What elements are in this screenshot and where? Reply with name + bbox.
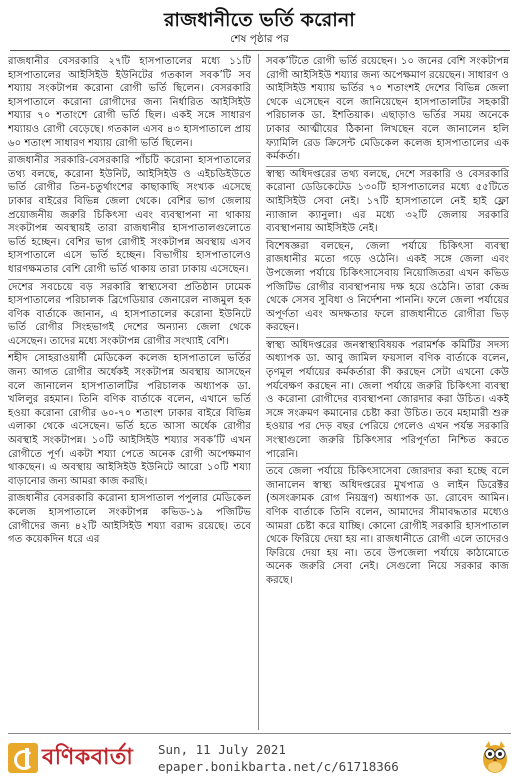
headline: রাজধানীতে ভর্তি করোনা	[163, 9, 355, 31]
continuation-note: শেষ পৃষ্ঠার পর	[230, 33, 289, 45]
paragraph: শহীদ সোহরাওয়ার্দী মেডিকেল কলেজ হাসপাতালে ভর্তির জন্য আগত রোগীর অর্ধেকই সংকটাপন্ন অবস্থায় আসছেন বলে জানালেন হাসপাতালটির পরিচালক অধ্যাপক ডা. খলিলুর রহমান। তিনি বণিক বার্তাকে বলেন, এখানে ভর্তি হওয়া করোনা রোগীর ৬০-৭০ শতাংশ ঢাকার বাইরে বিভিন্ন এলাকা থেকে এসেছেন। ভর্তি হতে আসা অর্ধেক রোগীর অবস্থাই সংকটাপন্ন। ১০টি আইসিইউ শয্যার সবক’টি এখন রোগীতে পূর্ণ। একটা শয্যা পেতে অনেক রোগী অপেক্ষমাণ থাকছেন। এ অবস্থায় আইসিইউ ইউনিটে আরো ১০টি শয্যা বাড়ানোর জন্য আমরা কাজ করছি।	[8, 351, 251, 491]
article-column-right	[266, 54, 509, 730]
top-divider	[10, 50, 510, 51]
paragraph: স্বাস্থ্য অধিদপ্তরের জনস্বাস্থ্যবিষয়ক পরামর্শক কমিটির সদস্য অধ্যাপক ডা. আবু জামিল ফয়সাল বণিক বার্তাকে বলেন, তৃণমূল পর্যায়ের কর্মকর্তারা কী করছেন সেটা এখনো কেউ পর্যবেক্ষণ করছেন না। জেলা পর্যায়ে জরুরি চিকিৎসা ব্যবস্থা ও করোনা রোগীদের ব্যবস্থাপনা জোরদার করা উচিত। একই সঙ্গে সংক্রমণ কমানোর চেষ্টা করা উচিত। তবে মহামারী শুরু হওয়ার পর দেড় বছর পেরিয়ে গেলেও এখন পর্যন্ত সরকারি সংস্থাগুলো জরুরি চিকিৎসার পরিপূর্ণতা নিশ্চিত করতে পারেনি।	[266, 338, 509, 464]
epaper-url[interactable]: epaper.bonikbarta.net/c/61718366	[158, 759, 399, 774]
paragraph: তবে জেলা পর্যায়ে চিকিৎসাসেবা জোরদার করা হচ্ছে বলে জানালেন স্বাস্থ্য অধিদপ্তরের মুখপাত্র ও লাইন ডিরেক্টর (অসংক্রামক রোগ নিয়ন্ত্রণ) অধ্যাপক ডা. রোবেদ আমিন। বণিক বার্তাকে তিনি বলেন, আমাদের সীমাবদ্ধতার মধ্যেও আমরা চেষ্টা করে যাচ্ছি। কোনো রোগীই সরকারি হাসপাতাল থেকে ফিরিয়ে দেয়া হয় না। রাজধানীতে রোগী এলে তাদেরও ফিরিয়ে দেয়া হয় না। তবে উপজেলা পর্যায়ে কাঠামোতে অনেক জরুরি সেবা নেই। সেগুলো নিয়ে সরকার কাজ করছে।	[266, 466, 509, 586]
footer	[0, 737, 519, 780]
logo-text: বণিকবার্তা	[42, 744, 134, 770]
edition-date: Sun, 11 July 2021	[158, 742, 286, 757]
paragraph: স্বাস্থ্য অধিদপ্তরের তথ্য বলছে, দেশে সরকারি ও বেসরকারি করোনা ডেডিকেটেড ১৩০টি হাসপাতালের মধ্যে ৫৫টিতে আইসিইউ সেবা নেই। ১৭টি হাসপাতালে নেই হাই ফ্লো ন্যাজাল ক্যানুলা। এর মধ্যে ৩২টি জেলায় সরকারি ব্যবস্থাপনায় আইসিইউ নেই।	[266, 167, 509, 239]
logo-mark-icon	[8, 743, 38, 773]
paragraph: রাজধানীর বেসরকারি ২৭টি হাসপাতালের মধ্যে ১১টি হাসপাতালের আইসিইউ ইউনিটের গতকাল সবক’টি সব শয্যায় সংকটাপন্ন করোনা রোগী ভর্তি ছিলেন। বেসরকারি হাসপাতালে করোনা রোগীদের জন্য নির্ধারিত আইসিইউ শয্যার ৭০ শতাংশে রোগী ভর্তি ছিল। একই সঙ্গে সাধারণ শয্যায়ও রোগী বেড়েছে। গতকাল এসব ৪৩ হাসপাতালে প্রায় ৬০ শতাংশ সাধারণ শয্যায় রোগী ভর্তি ছিলেন।	[8, 54, 251, 153]
paragraph: বিশেষজ্ঞরা বলছেন, জেলা পর্যায়ে চিকিৎসা ব্যবস্থা রাজধানীর মতো গড়ে ওঠেনি। একই সঙ্গে জেলা এবং উপজেলা পর্যায়ে চিকিৎসাসেবায় নিয়োজিতরা এখন কভিড পজিটিভ রোগীর ব্যবস্থাপনায় দক্ষ হয়ে ওঠেনি। তারা কেন্দ্র থেকে সেসব সুবিধা ও নির্দেশনা পাননি। ফলে জেলা পর্যায়ের অপূর্ণতা এবং অদক্ষতার ফলে রাজধানীতে রোগীরা ভিড় করছেন।	[266, 239, 509, 338]
paragraph: রাজধানীর বেসরকারি করোনা হাসপাতাল পপুলার মেডিকেল কলেজ হাসপাতালে সংকটাপন্ন কভিড-১৯ পজিটিভ রোগীদের জন্য ৪২টি আইসিইউ শয্যা বরাদ্দ রয়েছে। তবে গত কয়েকদিন ধরে এর	[8, 493, 251, 546]
paragraph: রাজধানীর সরকারি-বেসরকারি পাঁচটি করোনা হাসপাতালের তথ্য বলছে, করোনা ইউনিট, আইসিইউ ও এইচডিইউতে ভর্তি রোগীর তিন-চতুর্থাংশের কাছাকাছি সংখ্যক এসেছে ঢাকার বাইরের বিভিন্ন জেলা থেকে। বেশির ভাগ জেলায় প্রয়োজনীয় জরুরি চিকিৎসা এবং ব্যবস্থাপনা না থাকায় সংকটাপন্ন অবস্থায়ই তারা রাজধানীর হাসপাতালগুলোতে ভর্তি হচ্ছেন। বেশির ভাগ রোগীই সংকটাপন্ন অবস্থায় এসব হাসপাতালে এসে ভর্তি হচ্ছেন। বিভাগীয় হাসপাতালেও ধারণক্ষমতার বেশি রোগী ভর্তি থাকায় তারা ঢাকায় এসেছেন।	[8, 153, 251, 279]
column-divider	[258, 54, 259, 730]
paragraph: দেশের সবচেয়ে বড় সরকারি স্বাস্থ্যসেবা প্রতিষ্ঠান ঢামেক হাসপাতালের পরিচালক ব্রিগেডিয়ার জেনারেল নাজমুল হক বণিক বার্তাকে জানান, এ হাসপাতালের করোনা ইউনিটে ভর্তি রোগীর সিংহভাগই দেশের অন্যান্য জেলা থেকে এসেছেন। তাদের মধ্যে সংকটাপন্ন রোগীর সংখ্যাই বেশি।	[8, 280, 251, 352]
owl-icon	[479, 739, 511, 775]
paragraph: সবক’টিতে রোগী ভর্তি রয়েছেন। ১০ জনের বেশি সংকটাপন্ন রোগী আইসিইউ শয্যার জন্য অপেক্ষমাণ রয়েছেন। সাধারণ ও আইসিইউ শয্যায় ভর্তির ৭০ শতাংশই দেশের বিভিন্ন জেলা থেকে এসেছেন বলে জানিয়েছেন হাসপাতালটির সহকারী পরিচালক ডা. ইশতিয়াক। এছাড়াও ভর্তির সময় অনেকে ঢাকার আত্মীয়ের ঠিকানা লিখছেন বলে জানালেন হলি ফ্যামিলি রেড ক্রিসেন্ট মেডিকেল কলেজ হাসপাতালের এক কর্মকর্তা।	[266, 54, 509, 167]
bottom-divider	[8, 733, 511, 734]
article-column-left	[8, 54, 251, 730]
bonik-barta-logo[interactable]	[8, 741, 133, 775]
edition-meta	[158, 741, 399, 775]
